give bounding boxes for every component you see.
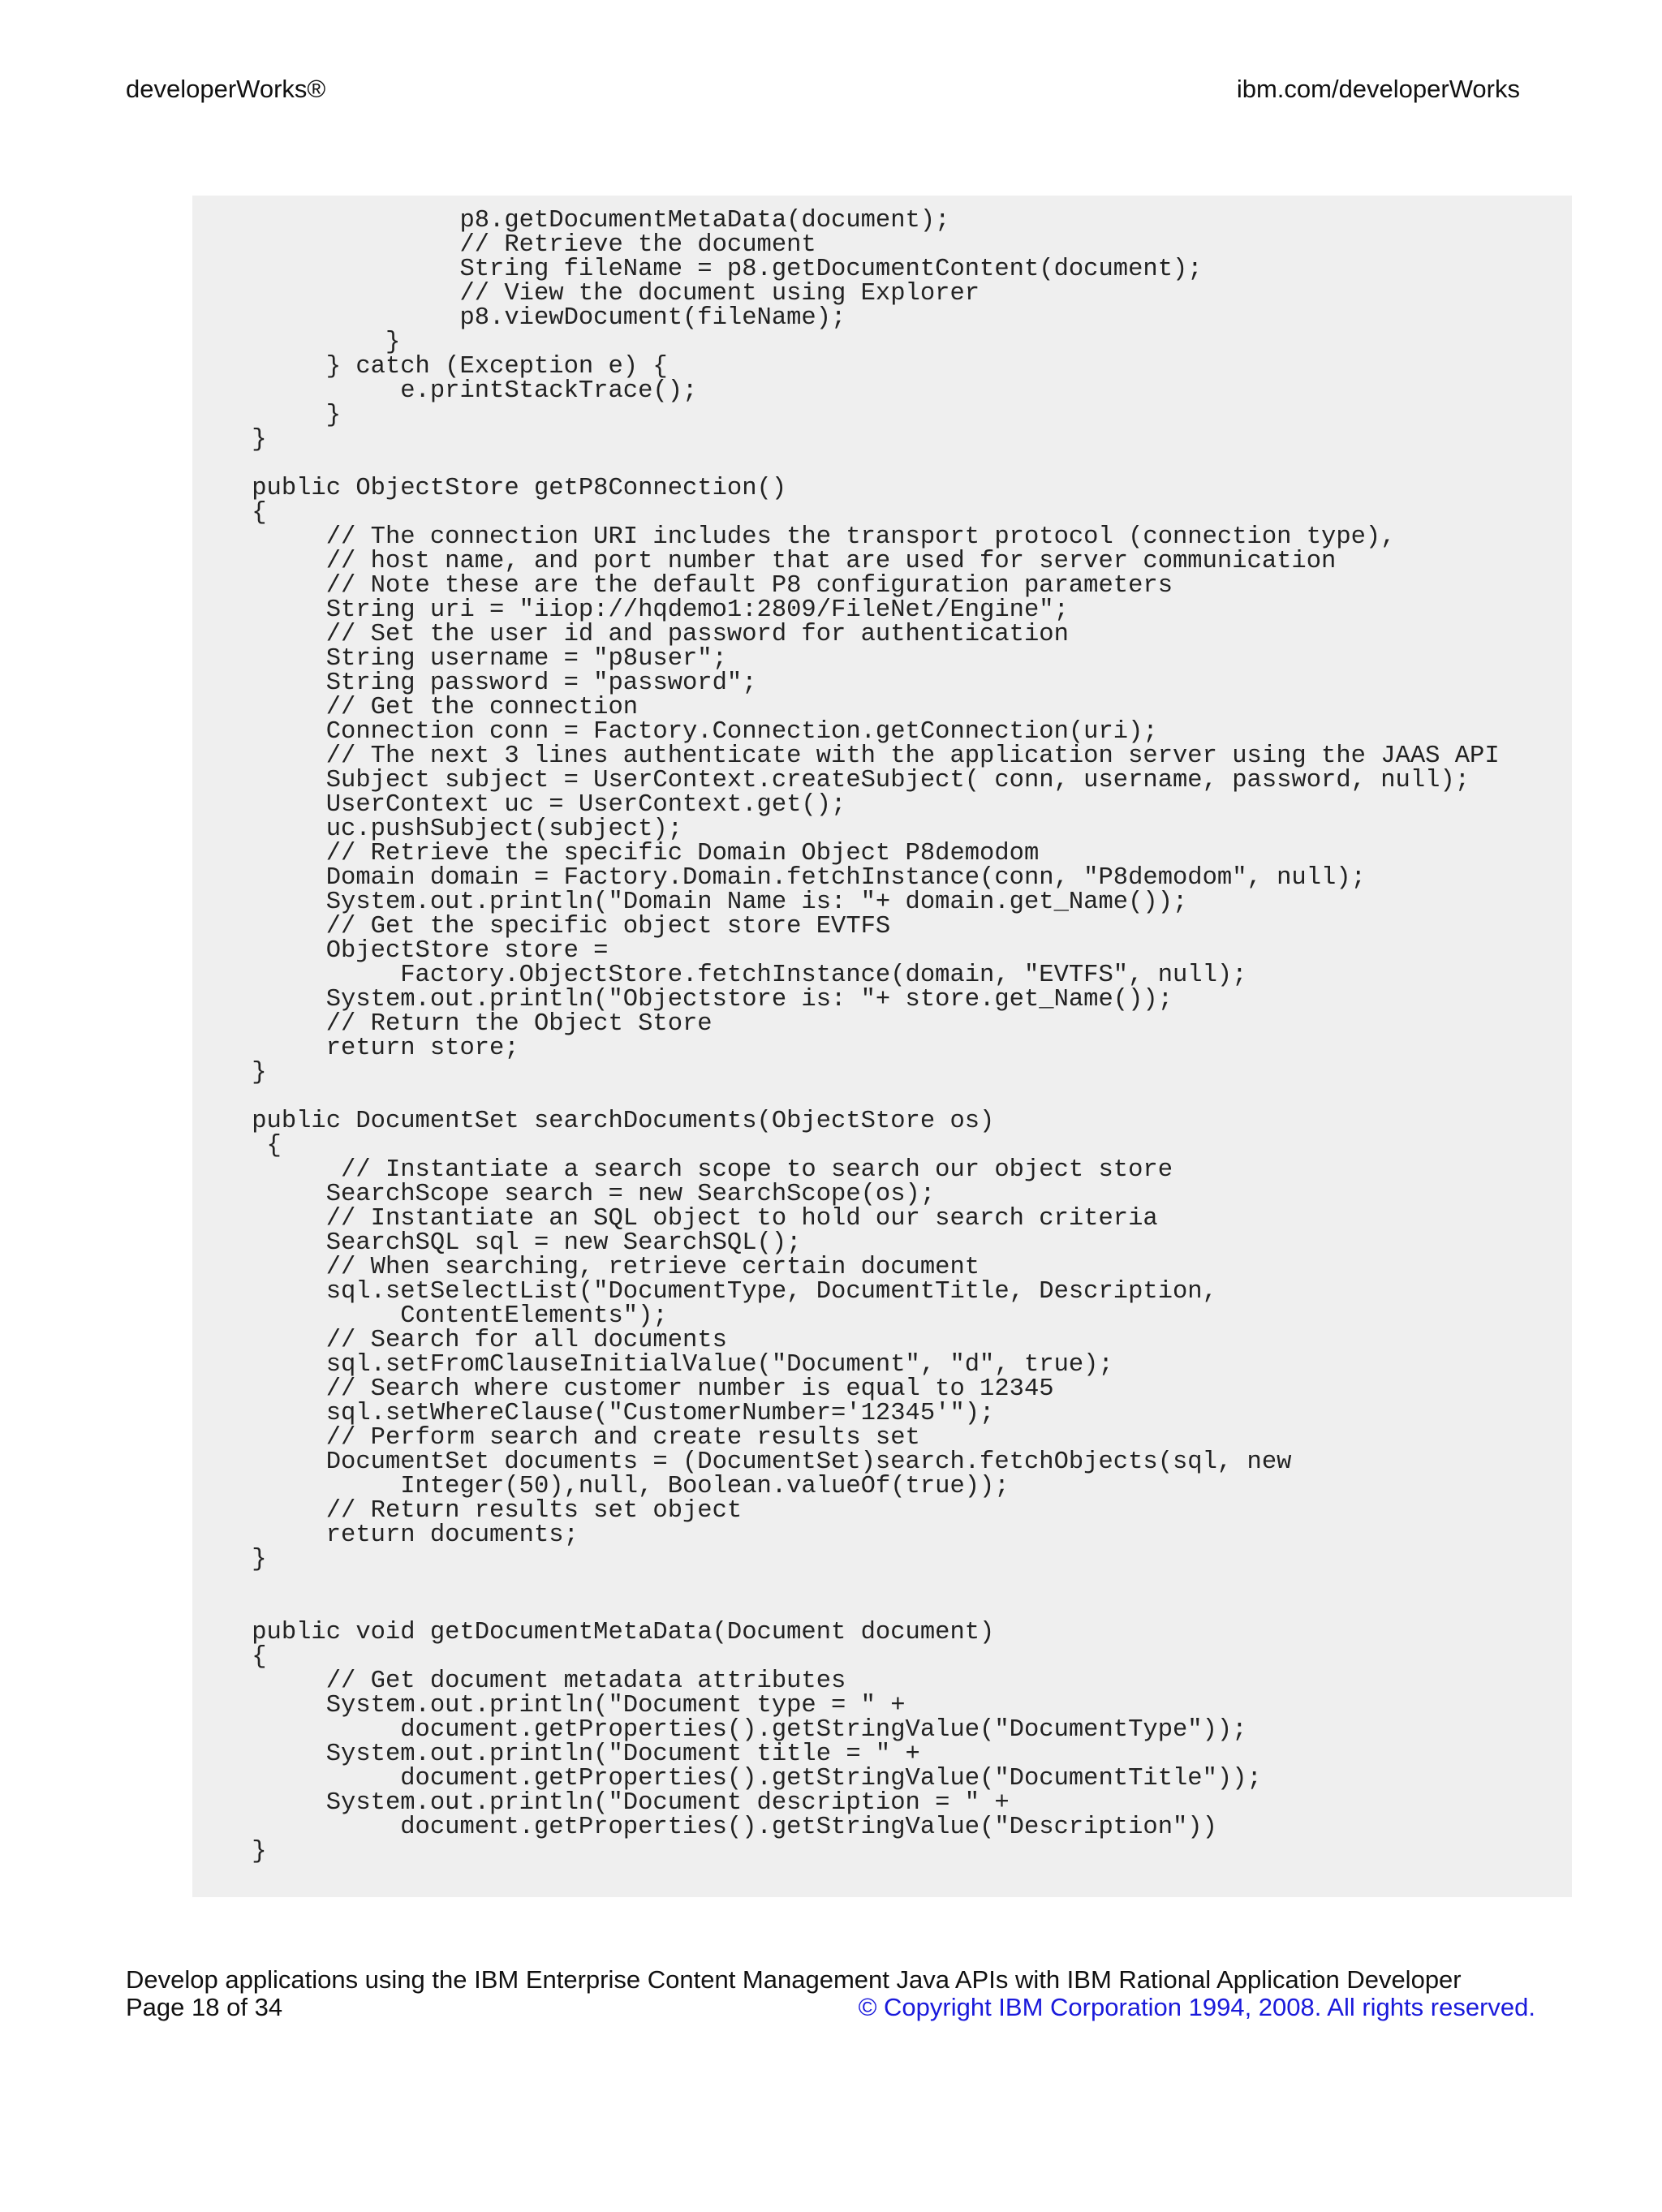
code-line: // When searching, retrieve certain document [192, 1254, 980, 1281]
code-line [192, 1085, 1572, 1109]
code-line: public DocumentSet searchDocuments(ObjectStore os) [192, 1108, 995, 1135]
code-line: sql.setFromClauseInitialValue("Document", "d", true); [192, 1351, 1113, 1379]
code-line: // Get document metadata attributes [192, 1668, 846, 1695]
footer-document-title: Develop applications using the IBM Enterprise Content Management Java APIs with IBM Rational Application Developer [126, 1965, 1462, 1994]
code-line: Domain domain = Factory.Domain.fetchInstance(conn, "P8demodom", null); [192, 864, 1366, 892]
footer-page-number: Page 18 of 34 [126, 1993, 283, 2021]
code-line: sql.setSelectList("DocumentType, DocumentTitle, Description, [192, 1278, 1217, 1306]
code-line: // Perform search and create results set [192, 1424, 920, 1452]
code-line: // Note these are the default P8 configuration parameters [192, 572, 1173, 600]
code-line: document.getProperties().getStringValue("Description")) [192, 1814, 1217, 1841]
code-line [192, 1572, 1572, 1596]
code-line: System.out.println("Document title = " + [192, 1741, 920, 1768]
code-line: // Instantiate an SQL object to hold our search criteria [192, 1205, 1158, 1233]
code-line: Integer(50),null, Boolean.valueOf(true)); [192, 1473, 1010, 1500]
code-line: // Return the Object Store [192, 1010, 713, 1038]
code-line: String password = "password"; [192, 669, 757, 697]
code-line: System.out.println("Domain Name is: "+ domain.get_Name()); [192, 889, 1188, 916]
code-line: public void getDocumentMetaData(Document document) [192, 1619, 995, 1646]
code-line: } [192, 426, 267, 454]
code-line: p8.viewDocument(fileName); [192, 304, 846, 332]
code-line: SearchSQL sql = new SearchSQL(); [192, 1229, 802, 1257]
code-line [192, 452, 1572, 476]
code-line: System.out.println("Document type = " + [192, 1692, 906, 1719]
code-line: // Search for all documents [192, 1327, 727, 1354]
code-line: } [192, 1546, 267, 1573]
code-line: // The connection URI includes the transport protocol (connection type), [192, 523, 1396, 551]
code-line: String uri = "iiop://hqdemo1:2809/FileNet/Engine"; [192, 596, 1069, 624]
code-line: // Retrieve the document [192, 231, 816, 259]
code-line: // host name, and port number that are used for server communication [192, 548, 1337, 575]
code-line: sql.setWhereClause("CustomerNumber='12345'"); [192, 1400, 995, 1427]
code-line: { [192, 499, 267, 527]
code-line [192, 1596, 1572, 1620]
code-line: DocumentSet documents = (DocumentSet)search.fetchObjects(sql, new [192, 1448, 1292, 1476]
code-line: // Return results set object [192, 1497, 743, 1525]
header-brand: developerWorks® [126, 75, 326, 103]
code-line: // The next 3 lines authenticate with the application server using the JAAS API [192, 742, 1500, 770]
code-line: System.out.println("Document description = " + [192, 1789, 1010, 1817]
code-line: SearchScope search = new SearchScope(os); [192, 1181, 936, 1208]
code-block [192, 209, 1572, 1864]
code-line: } [192, 1059, 267, 1087]
code-line: public ObjectStore getP8Connection() [192, 475, 787, 502]
code-line: return documents; [192, 1521, 579, 1549]
code-line: document.getProperties().getStringValue("DocumentType")); [192, 1716, 1247, 1744]
code-line: p8.getDocumentMetaData(document); [192, 207, 950, 235]
code-line: { [192, 1643, 267, 1671]
code-listing [192, 196, 1572, 1897]
code-line: // Instantiate a search scope to search our object store [192, 1156, 1173, 1184]
code-line: } [192, 1838, 267, 1866]
code-line: } [192, 329, 401, 356]
code-line: // Search where customer number is equal to 12345 [192, 1375, 1054, 1403]
footer-copyright-link[interactable]: © Copyright IBM Corporation 1994, 2008. All rights reserved. [858, 1993, 1535, 2021]
code-line: ContentElements"); [192, 1302, 668, 1330]
code-line: uc.pushSubject(subject); [192, 816, 682, 843]
code-line: Subject subject = UserContext.createSubject( conn, username, password, null); [192, 767, 1470, 794]
code-line: Connection conn = Factory.Connection.getConnection(uri); [192, 718, 1158, 746]
code-line: // View the document using Explorer [192, 280, 980, 308]
code-line: String fileName = p8.getDocumentContent(document); [192, 256, 1203, 283]
code-line: document.getProperties().getStringValue("DocumentTitle")); [192, 1765, 1262, 1792]
code-line: UserContext uc = UserContext.get(); [192, 791, 846, 819]
code-line: Factory.ObjectStore.fetchInstance(domain, "EVTFS", null); [192, 962, 1247, 989]
code-line: // Get the connection [192, 694, 639, 721]
code-line: e.printStackTrace(); [192, 377, 698, 405]
code-line: System.out.println("Objectstore is: "+ store.get_Name()); [192, 986, 1173, 1013]
code-line: { [192, 1132, 282, 1160]
header-url: ibm.com/developerWorks [1236, 75, 1520, 103]
code-line: // Set the user id and password for authentication [192, 621, 1069, 648]
code-line: String username = "p8user"; [192, 645, 727, 673]
code-line: return store; [192, 1035, 519, 1062]
code-line: // Get the specific object store EVTFS [192, 913, 891, 940]
code-line: } [192, 402, 342, 429]
code-line: // Retrieve the specific Domain Object P8demodom [192, 840, 1040, 867]
code-line: } catch (Exception e) { [192, 353, 668, 381]
code-line: ObjectStore store = [192, 937, 609, 965]
